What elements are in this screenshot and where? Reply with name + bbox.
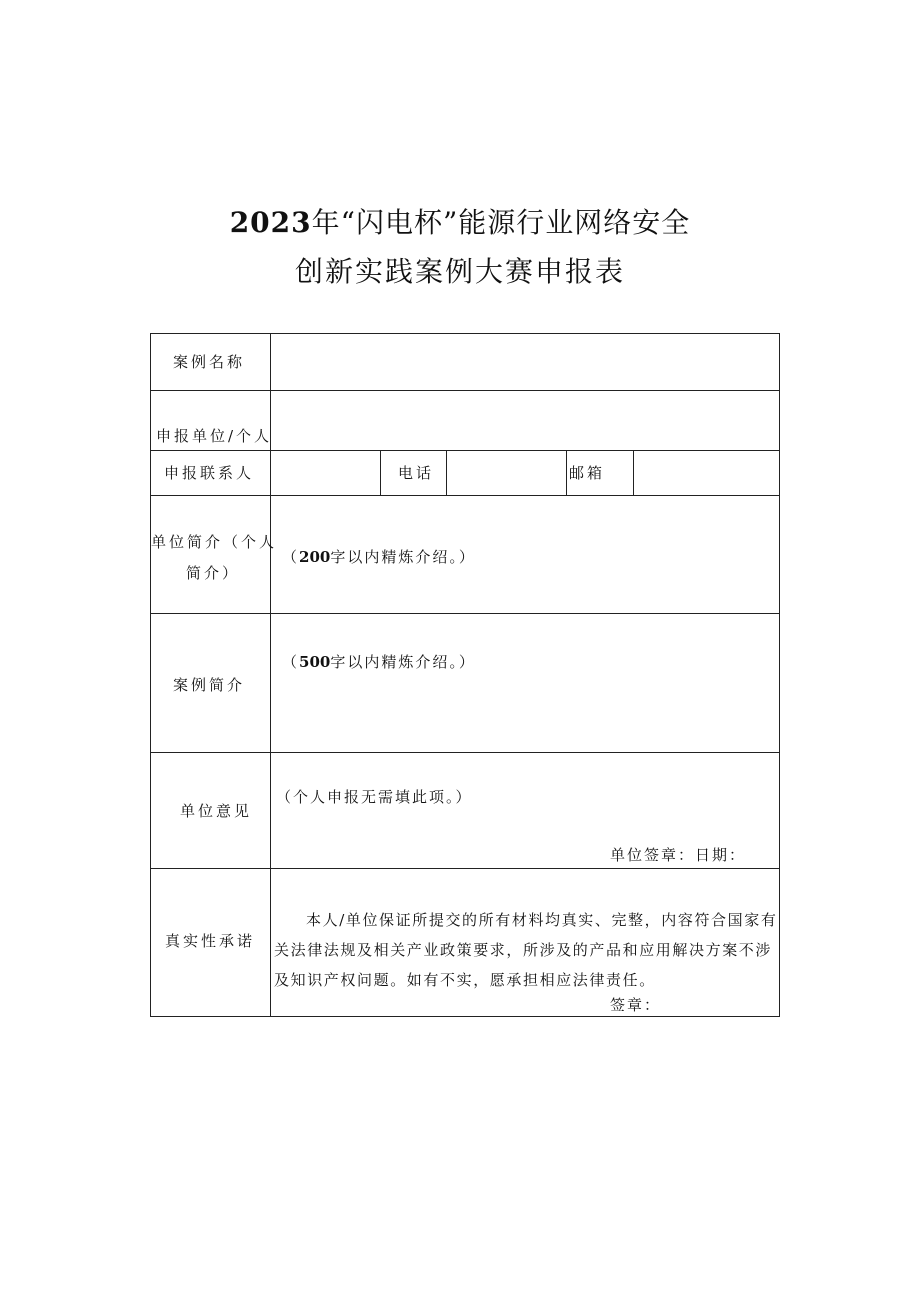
phone-label: 电话 <box>398 464 435 482</box>
unit-opinion-hint: （个人申报无需填此项。） <box>276 788 473 806</box>
application-form <box>150 333 780 1017</box>
row-border <box>150 333 780 334</box>
row-border <box>150 868 780 869</box>
email-label: 邮箱 <box>569 464 606 482</box>
unit-intro-label-line2: 简介） <box>186 564 241 582</box>
case-intro-hint-text: 字以内精炼介绍。） <box>330 653 476 671</box>
authenticity-label: 真实性承诺 <box>165 932 256 950</box>
title-year: 2023 <box>229 206 312 239</box>
unit-sign-date: 单位签章：日期： <box>610 846 747 864</box>
page-title-line2: 创新实践案例大赛申报表 <box>294 255 625 288</box>
authenticity-text: 本人/单位保证所提交的所有材料均真实、完整，内容符合国家有关法律法规及相关产业政策要求，所涉及的产品和应用解决方案不涉及知识产权问题。如有不实，愿承担相应法律责任。 <box>274 911 778 989</box>
page-title-line1 <box>0 203 920 243</box>
unit-intro-hint: （200字以内精炼介绍。） <box>282 548 476 566</box>
signature-label: 签章： <box>610 996 662 1014</box>
title-rest: 年“闪电杯”能源行业网络安全 <box>311 206 691 239</box>
row-border <box>150 390 780 391</box>
col-border <box>566 450 567 495</box>
row-border <box>150 495 780 496</box>
unit-opinion-label: 单位意见 <box>180 802 253 820</box>
unit-intro-hint-num: 200 <box>299 548 331 566</box>
case-intro-hint-num: 500 <box>299 653 331 671</box>
col-border <box>633 450 634 495</box>
row-border <box>150 752 780 753</box>
col-border <box>150 333 151 1017</box>
unit-intro-hint-text: 字以内精炼介绍。） <box>330 548 476 566</box>
col-border <box>446 450 447 495</box>
case-intro-label: 案例简介 <box>173 676 246 694</box>
row-border <box>150 1016 780 1017</box>
contact-label: 申报联系人 <box>164 464 255 482</box>
col-border <box>380 450 381 495</box>
applicant-label: 申报单位/个人 <box>156 427 273 445</box>
row-border <box>150 450 780 451</box>
case-intro-hint: （500字以内精炼介绍。） <box>282 653 476 671</box>
row-border <box>150 613 780 614</box>
case-name-label: 案例名称 <box>173 353 246 371</box>
unit-intro-label-line1: 单位简介（个人 <box>151 533 278 551</box>
